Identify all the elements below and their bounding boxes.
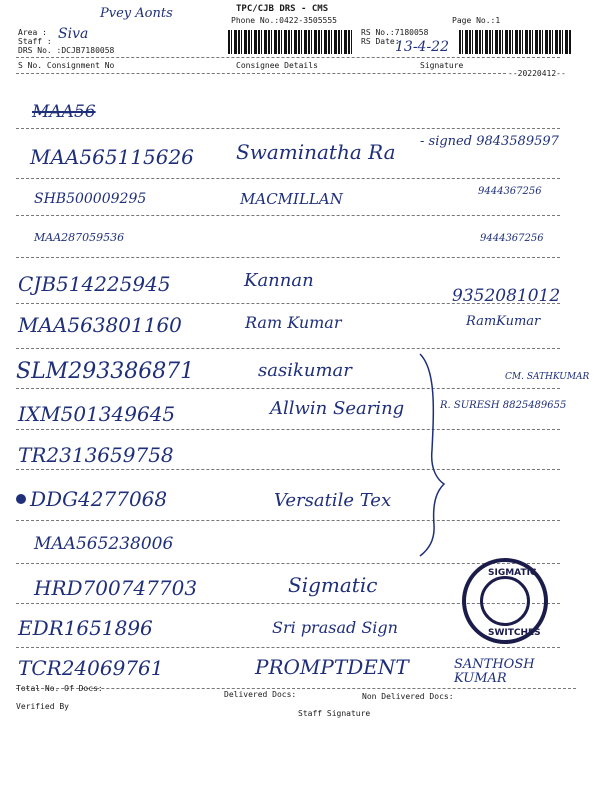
column-consignee: Consignee Details bbox=[236, 61, 318, 70]
stamp-top-text: SIGMATIC bbox=[488, 568, 537, 578]
total-docs-label: Total No. Of Docs: bbox=[16, 684, 103, 693]
row-signature: SANTHOSH KUMAR bbox=[454, 657, 535, 686]
rs-number: RS No.:7180058 bbox=[361, 28, 429, 37]
row-consignment: MAA287059536 bbox=[34, 231, 125, 244]
row-divider bbox=[16, 647, 560, 648]
row-consignment: TR2313659758 bbox=[18, 443, 174, 467]
row-consignment: CJB514225945 bbox=[18, 272, 171, 296]
delivered-docs-label: Delivered Docs: bbox=[224, 690, 297, 699]
row-divider bbox=[16, 429, 560, 430]
document-title: TPC/CJB DRS - CMS bbox=[236, 4, 329, 14]
row-signature: 9444367256 bbox=[478, 186, 542, 197]
area-handwritten: Pvey Aonts bbox=[100, 6, 173, 21]
row-consignee: sasikumar bbox=[258, 360, 352, 381]
row-divider bbox=[16, 128, 560, 129]
row-consignee: Allwin Searing bbox=[270, 398, 405, 419]
row-signature: 9444367256 bbox=[480, 233, 544, 244]
row-divider bbox=[16, 178, 560, 179]
row-divider bbox=[16, 257, 560, 258]
row-consignment: IXM501349645 bbox=[18, 402, 176, 426]
stamp-inner-ring bbox=[480, 576, 530, 626]
row-consignee: Sri prasad Sign bbox=[272, 618, 398, 637]
row-signature: CM. SATHKUMAR bbox=[505, 372, 590, 382]
page-number: Page No.:1 bbox=[452, 16, 501, 25]
row-divider bbox=[16, 469, 560, 470]
row-consignee: Swaminatha Ra bbox=[236, 140, 396, 164]
row-divider bbox=[16, 348, 560, 349]
row-signature: R. SURESH 8825489655 bbox=[440, 400, 567, 411]
row-signature: RamKumar bbox=[466, 314, 541, 329]
row-consignment: HRD700747703 bbox=[34, 576, 198, 600]
column-signature: Signature bbox=[420, 61, 464, 70]
row-consignment: TCR24069761 bbox=[18, 656, 164, 680]
drs-number: DRS No. :DCJB7180058 bbox=[18, 46, 115, 55]
row-consignment: MAA565238006 bbox=[34, 534, 174, 554]
row-consignment: MAA56 bbox=[32, 102, 96, 122]
row-consignment: MAA563801160 bbox=[18, 313, 182, 337]
rs-date-label: RS Date: bbox=[361, 37, 400, 46]
staff-signature-label: Staff Signature bbox=[298, 709, 371, 718]
row-consignee: PROMPTDENT bbox=[255, 655, 409, 679]
row-consignee: Kannan bbox=[244, 270, 314, 291]
row-signature: - signed 9843589597 bbox=[420, 134, 559, 149]
area-label: Area : bbox=[18, 28, 47, 37]
barcode-right bbox=[459, 30, 571, 54]
row-consignment: DDG4277068 bbox=[30, 487, 168, 511]
row-consignment: SLM293386871 bbox=[16, 359, 195, 384]
row-divider bbox=[16, 520, 560, 521]
row-divider bbox=[16, 303, 560, 304]
date-code: --20220412-- bbox=[508, 69, 566, 78]
non-delivered-docs-label: Non Delivered Docs: bbox=[362, 692, 454, 701]
row-bullet bbox=[16, 494, 26, 504]
row-consignee: MACMILLAN bbox=[240, 190, 343, 208]
row-consignee: Versatile Tex bbox=[274, 490, 392, 511]
bracket-mark bbox=[414, 350, 454, 560]
rs-date-handwritten: 13-4-22 bbox=[395, 39, 449, 55]
row-consignee: Sigmatic bbox=[288, 573, 378, 597]
column-sno-consignment: S No. Consignment No bbox=[18, 61, 115, 70]
verified-by-label: Verified By bbox=[16, 702, 69, 711]
row-divider bbox=[16, 388, 560, 389]
row-consignment: SHB500009295 bbox=[34, 191, 147, 207]
row-consignee: Ram Kumar bbox=[245, 313, 342, 332]
phone-number: Phone No.:0422-3505555 bbox=[231, 16, 337, 25]
row-signature: 9352081012 bbox=[452, 286, 561, 306]
staff-handwritten: Siva bbox=[58, 26, 89, 42]
stamp-bottom-text: SWITCHES bbox=[488, 628, 541, 638]
row-divider bbox=[16, 215, 560, 216]
staff-label: Staff : bbox=[18, 37, 52, 46]
row-divider bbox=[16, 563, 560, 564]
divider bbox=[16, 57, 560, 58]
barcode bbox=[228, 30, 352, 54]
divider bbox=[16, 73, 506, 74]
row-consignment: EDR1651896 bbox=[18, 616, 153, 640]
row-consignment: MAA565115626 bbox=[30, 145, 194, 169]
company-stamp bbox=[462, 558, 548, 644]
